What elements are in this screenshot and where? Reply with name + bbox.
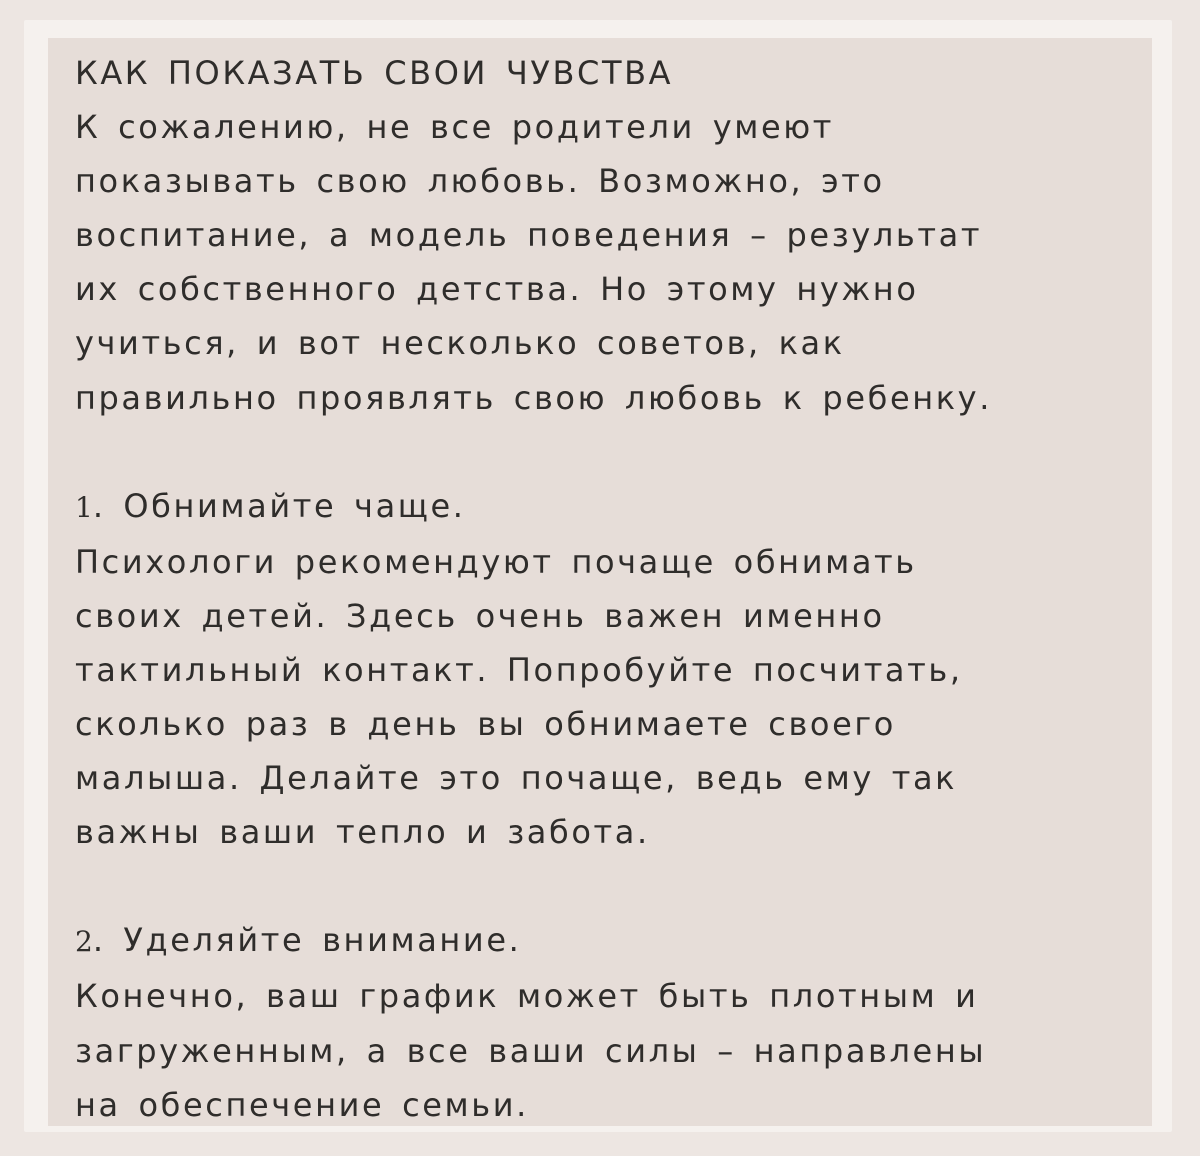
- tip-line: малыша. Делайте это почаще, ведь ему так: [75, 759, 958, 798]
- tip-line: тактильный контакт. Попробуйте посчитать,: [75, 650, 963, 689]
- tip-number: 2: [75, 925, 93, 959]
- tip-line: Конечно, ваш график может быть плотным и: [75, 977, 979, 1016]
- tip-heading: [75, 913, 1145, 969]
- intro-line: правильно проявлять свою любовь к ребенку.: [75, 378, 992, 417]
- article-title: КАК ПОКАЗАТЬ СВОИ ЧУВСТВА: [75, 54, 674, 92]
- tip-line: важны ваши тепло и забота.: [75, 813, 650, 852]
- tip-line: на обеспечение семьи.: [75, 1085, 529, 1124]
- paragraph-gap: [75, 859, 1145, 913]
- intro-line: воспитание, а модель поведения – результат: [75, 216, 983, 255]
- text-card: [48, 38, 1152, 1126]
- intro-line: их собственного детства. Но этому нужно: [75, 270, 919, 309]
- paragraph-gap: [75, 425, 1145, 479]
- tip-number: 1: [75, 490, 93, 524]
- intro-line: К сожалению, не все родители умеют: [75, 108, 835, 147]
- tip-heading-text: . Уделяйте внимание.: [92, 921, 522, 960]
- tip-line: своих детей. Здесь очень важен именно: [75, 596, 885, 635]
- article-body: [75, 46, 1145, 1132]
- tip-line: загруженным, а все ваши силы – направлены: [75, 1031, 987, 1070]
- intro-line: учиться, и вот несколько советов, как: [75, 324, 845, 363]
- intro-line: показывать свою любовь. Возможно, это: [75, 162, 885, 201]
- tip-line: сколько раз в день вы обнимаете своего: [75, 705, 896, 744]
- tip-heading: [75, 479, 1145, 535]
- tip-heading-text: . Обнимайте чаще.: [92, 486, 466, 525]
- tip-line: Психологи рекомендуют почаще обнимать: [75, 542, 917, 581]
